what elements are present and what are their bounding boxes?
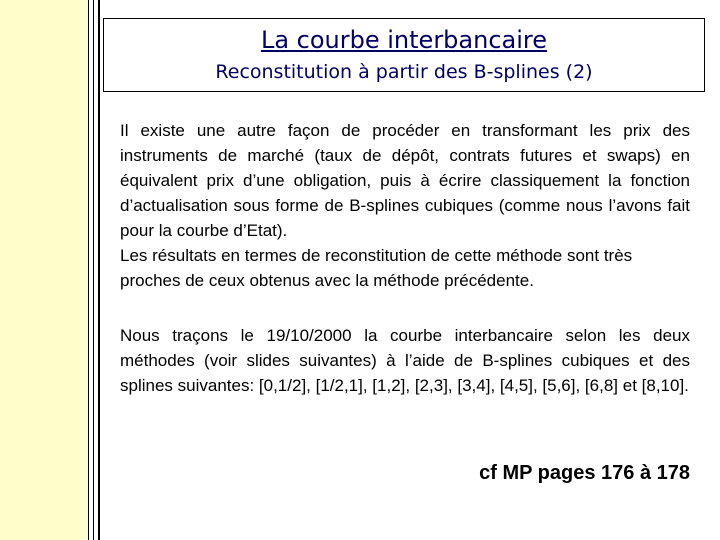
divider-line <box>93 0 94 540</box>
reference-text: cf MP pages 176 à 178 <box>479 462 690 484</box>
slide-title: La courbe interbancaire <box>260 26 548 54</box>
divider-line <box>98 0 100 540</box>
left-decorative-band <box>0 0 88 540</box>
divider-line <box>88 0 89 540</box>
paragraph-splines: Nous traçons le 19/10/2000 la courbe interbancaire selon les deux méthodes (voir slides suivantes) à l’aide de B-splines cubiques et des splines suivantes: [0,1/2], [1/2,1], [1,2], [2,3], [3,4], [4,5], [5,6], [6,8] et [8,10]. <box>120 326 690 395</box>
reference-note <box>0 462 690 485</box>
paragraph-results: Les résultats en termes de reconstitution de cette méthode sont très proches de ceux obtenus avec la méthode précédente. <box>120 246 633 290</box>
title-box <box>103 18 705 92</box>
slide-subtitle: Reconstitution à partir des B-splines (2) <box>215 61 593 83</box>
paragraph-method: Il existe une autre façon de procéder en transformant les prix des instruments de marché (taux de dépôt, contrats futures et swaps) en équivalent prix d’une obligation, puis à écrire classiquement la fonction d’actualisation sous forme de B-splines cubiques (comme nous l’avons fait pour la courbe d’Etat). <box>120 121 690 240</box>
